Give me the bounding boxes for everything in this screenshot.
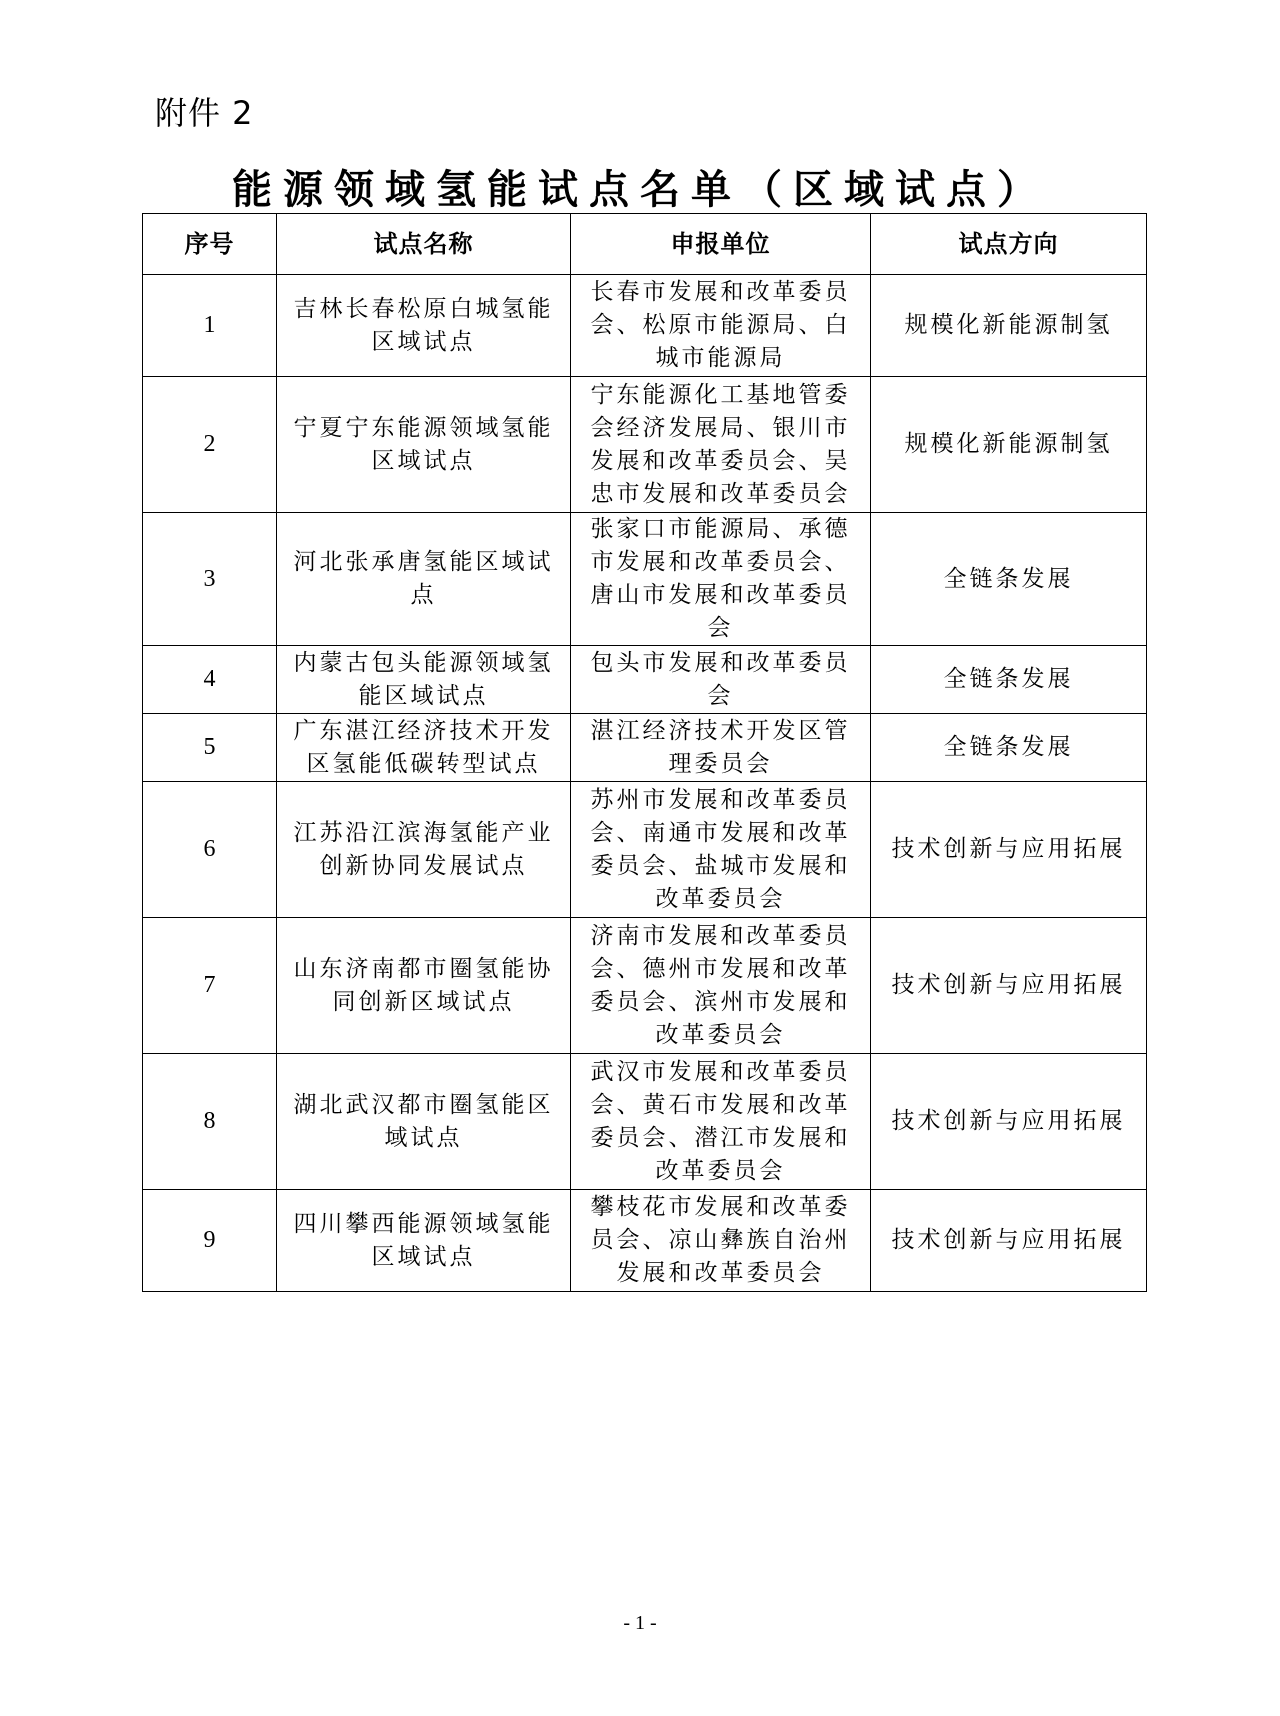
- table-row: [143, 1190, 1147, 1292]
- row-no: 4: [143, 646, 277, 714]
- row-direction: 技术创新与应用拓展: [871, 782, 1147, 918]
- table-header-row: [143, 214, 1147, 275]
- row-applicant: 攀枝花市发展和改革委员会、凉山彝族自治州发展和改革委员会: [571, 1190, 871, 1292]
- table-row: [143, 275, 1147, 377]
- table-row: [143, 1054, 1147, 1190]
- table-row: [143, 714, 1147, 782]
- header-applicant: 申报单位: [571, 214, 871, 275]
- row-no: 7: [143, 918, 277, 1054]
- table-row: [143, 646, 1147, 714]
- row-name: 湖北武汉都市圈氢能区域试点: [277, 1054, 571, 1190]
- row-applicant: 苏州市发展和改革委员会、南通市发展和改革委员会、盐城市发展和改革委员会: [571, 782, 871, 918]
- row-no: 6: [143, 782, 277, 918]
- row-applicant: 张家口市能源局、承德市发展和改革委员会、唐山市发展和改革委员会: [571, 513, 871, 646]
- row-no: 2: [143, 377, 277, 513]
- row-name: 内蒙古包头能源领域氢能区域试点: [277, 646, 571, 714]
- row-name: 吉林长春松原白城氢能区域试点: [277, 275, 571, 377]
- header-name: 试点名称: [277, 214, 571, 275]
- row-direction: 全链条发展: [871, 714, 1147, 782]
- table-row: [143, 918, 1147, 1054]
- row-name: 河北张承唐氢能区域试点: [277, 513, 571, 646]
- row-direction: 技术创新与应用拓展: [871, 1054, 1147, 1190]
- table-row: [143, 782, 1147, 918]
- row-name: 四川攀西能源领域氢能区域试点: [277, 1190, 571, 1292]
- row-applicant: 武汉市发展和改革委员会、黄石市发展和改革委员会、潜江市发展和改革委员会: [571, 1054, 871, 1190]
- row-direction: 规模化新能源制氢: [871, 377, 1147, 513]
- row-no: 8: [143, 1054, 277, 1190]
- row-no: 3: [143, 513, 277, 646]
- row-direction: 技术创新与应用拓展: [871, 918, 1147, 1054]
- document-title: 能源领域氢能试点名单（区域试点）: [232, 166, 1048, 213]
- row-name: 广东湛江经济技术开发区氢能低碳转型试点: [277, 714, 571, 782]
- pilot-list-table: [142, 213, 1147, 1292]
- row-direction: 技术创新与应用拓展: [871, 1190, 1147, 1292]
- row-direction: 全链条发展: [871, 646, 1147, 714]
- header-direction: 试点方向: [871, 214, 1147, 275]
- row-applicant: 长春市发展和改革委员会、松原市能源局、白城市能源局: [571, 275, 871, 377]
- row-direction: 全链条发展: [871, 513, 1147, 646]
- header-no: 序号: [143, 214, 277, 275]
- table-row: [143, 377, 1147, 513]
- row-no: 9: [143, 1190, 277, 1292]
- row-no: 5: [143, 714, 277, 782]
- row-name: 山东济南都市圈氢能协同创新区域试点: [277, 918, 571, 1054]
- row-applicant: 湛江经济技术开发区管理委员会: [571, 714, 871, 782]
- row-direction: 规模化新能源制氢: [871, 275, 1147, 377]
- attachment-label: 附件 2: [155, 94, 254, 132]
- row-name: 江苏沿江滨海氢能产业创新协同发展试点: [277, 782, 571, 918]
- row-no: 1: [143, 275, 277, 377]
- row-applicant: 包头市发展和改革委员会: [571, 646, 871, 714]
- row-applicant: 宁东能源化工基地管委会经济发展局、银川市发展和改革委员会、吴忠市发展和改革委员会: [571, 377, 871, 513]
- table-row: [143, 513, 1147, 646]
- row-applicant: 济南市发展和改革委员会、德州市发展和改革委员会、滨州市发展和改革委员会: [571, 918, 871, 1054]
- page-number: - 1 -: [623, 1612, 657, 1634]
- row-name: 宁夏宁东能源领域氢能区域试点: [277, 377, 571, 513]
